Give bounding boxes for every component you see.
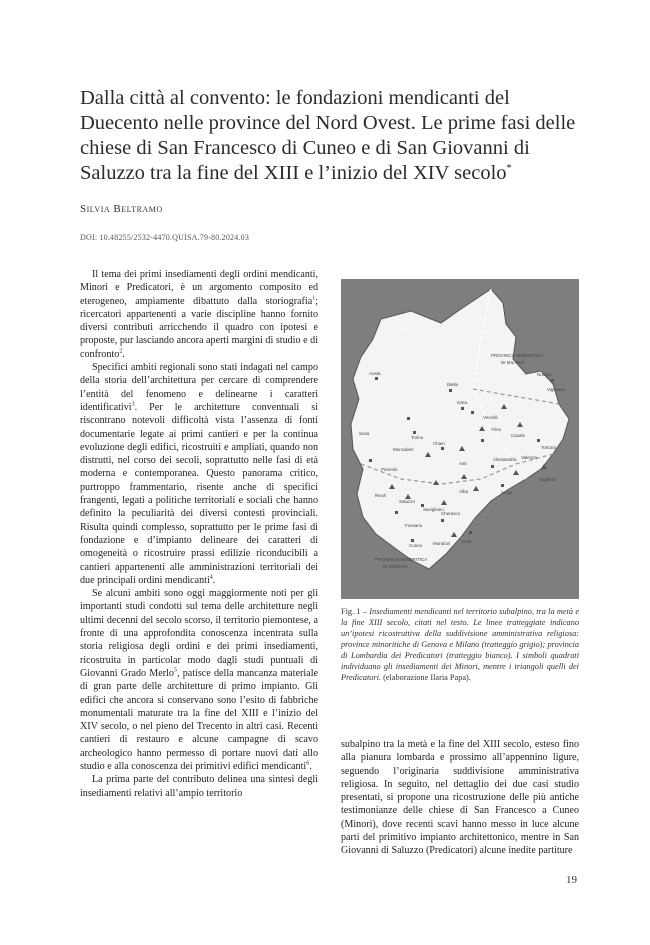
town-label: Valenza <box>521 455 537 460</box>
article-title: Dalla città al convento: le fondazioni mendicanti del Duecento nelle province del Nord Ovest. Le prime fasi delle chiese di San Francesco di Cuneo e di San Giovanni di Saluzzo tra la fine del XIII e l’inizio del XIV secolo* <box>80 87 576 184</box>
title-footnote-mark: * <box>506 163 512 175</box>
caption-text: Insediamenti mendicanti nel territorio subalpino, tra la metà e la fine XIII secolo, citati nel testo. Le linee tratteggiate indicano un’ipotesi ricostruttiva della suddivisione amministrativa religiosa: province minoritiche di Genova e Milano (tratteggio grigio); provincia di Lombardia dei Predicatori (tratteggio bianco). I simboli quadrati individuano gli insediamenti dei Minori, mentre i triangoli quelli dei Predicatori. <box>341 607 579 682</box>
minori-marker <box>469 531 472 534</box>
caption-lead: Fig. 1 – <box>341 607 370 616</box>
figure-map <box>341 279 579 599</box>
footnote-ref[interactable]: 5 <box>173 667 177 674</box>
minori-marker <box>375 377 378 380</box>
town-label: Biella <box>447 382 459 387</box>
figure-caption <box>341 606 579 683</box>
paragraph: Specifici ambiti regionali sono stati indagati nel campo della storia dell’architettura per cercare di comprendere l’entità del fenomeno e delinearne i caratteri identificativi$^3$. Per le architetture conventuali si riscontrano notevoli difficoltà vista l’assenza di fonti documentarie legate ai primi cantieri e per la continua evoluzione degli edifici, ricostruiti e ampliati, quando non distrutti, nel corso dei secoli, soprattutto nelle fasi di età moderna e contemporanea. Questo panorama critico, purtroppo frammentario, risente anche di specifici frangenti, legati a politiche territoriali e sociali che hanno definito la peculiarità dei diversi contesti provinciali. Risulta quindi complesso, soprattutto per le prime fasi di fondazione e d’impianto delineare dei caratteri di omogeneità o ricostruire prassi edilizie riconducibili a cantieri appartenenti alle amministrazioni territoriali dei due principali ordini mendicanti$^4$. <box>80 362 318 586</box>
minori-marker <box>461 407 464 410</box>
town-label: Novara <box>537 372 552 377</box>
town-label: Aosta <box>369 371 381 376</box>
town-label: Cuneo <box>409 543 423 548</box>
map-graphic <box>341 279 579 599</box>
town-label: Ivrea <box>457 400 468 405</box>
minori-marker <box>441 447 444 450</box>
minori-marker <box>471 411 474 414</box>
town-label: Mondovì <box>433 541 451 546</box>
town-label: Saluzzo <box>399 499 416 504</box>
town-label: Alba <box>459 489 469 494</box>
province-label: PROVINCIA MINORITICA <box>375 557 428 562</box>
page-number: 19 <box>566 874 577 886</box>
town-label: Casale <box>511 433 526 438</box>
paragraph: Il tema dei primi insediamenti degli ordini mendicanti, Minori e Predicatori, è un argomento composito ed eterogeneo, ampiamente dibattuto dalla storiografia$^1$; ricercatori appartenenti a varie discipline hanno fornito diversi contributi arricchendo il quadro con ipotesi e proposte, pur lasciando ancora aperti margini di studio e di confronto$^2$. <box>80 269 318 360</box>
minori-marker <box>407 417 410 420</box>
town-label: Rivoli <box>375 493 387 498</box>
minori-marker <box>369 459 372 462</box>
town-label: Cherasco <box>441 511 461 516</box>
minori-marker <box>411 539 414 542</box>
town-label: Acqui <box>501 490 513 495</box>
province-label: PROVINCIA MINORITICA <box>491 353 544 358</box>
paragraph: subalpino tra la metà e la fine del XIII secolo, esteso fino alla pianura lombarda e prossimo all’appennino ligure, seguendo l’originaria suddivisione amministrativa religiosa. In seguito, nel dettaglio dei due casi studio presentati, si propone una ricostruzione delle più antiche testimonianze delle chiese di San Francesco a Cuneo (Minori), dove recenti scavi hanno messo in luce alcune parti del primitivo impianto architettonico, mentre in San Giovanni di Saluzzo (Predicatori) alcune inedite partiture <box>341 739 579 857</box>
town-label: Savigliano <box>423 507 444 512</box>
caption-credit: (elaborazione Ilaria Papa). <box>381 673 471 682</box>
footnote-ref[interactable]: 2 <box>119 348 123 355</box>
town-label: Asti <box>459 461 467 466</box>
town-label: Pinerolo <box>381 467 398 472</box>
town-label: Torino <box>411 435 424 440</box>
left-text-column <box>80 268 318 800</box>
minori-marker <box>449 389 452 392</box>
town-label: Tortona <box>541 445 557 450</box>
footnote-ref[interactable]: 6 <box>306 760 310 767</box>
town-label: Moncalieri <box>393 447 414 452</box>
right-text-column <box>341 738 579 858</box>
province-label: DI MILANO <box>501 360 525 365</box>
minori-marker <box>481 439 484 442</box>
author-name: Silvia Beltramo <box>80 203 163 215</box>
minori-marker <box>395 511 398 514</box>
minori-marker <box>551 379 554 382</box>
town-label: Ceva <box>461 539 472 544</box>
paragraph: La prima parte del contributo delinea una sintesi degli insediamenti relativi all’ampio territorio <box>80 774 318 799</box>
footnote-ref[interactable]: 4 <box>209 574 213 581</box>
town-label: Vercelli <box>483 415 498 420</box>
minori-marker <box>441 519 444 522</box>
minori-marker <box>491 465 494 468</box>
town-label: Fossano <box>405 523 423 528</box>
town-label: Alessandria <box>493 457 517 462</box>
footnote-ref[interactable]: 3 <box>131 401 135 408</box>
town-label: Vigevano <box>547 387 566 392</box>
province-label: DI GENOVA <box>383 564 408 569</box>
town-label: Chieri <box>433 441 445 446</box>
province-label: DEI PREDICATORI <box>383 332 427 338</box>
town-label: Voghera <box>539 477 556 482</box>
town-label: Susa <box>359 431 370 436</box>
region-outline <box>351 289 569 569</box>
paragraph: Se alcuni ambiti sono oggi maggiormente noti per gli importanti studi condotti sul tema delle architetture negli ultimi decenni del secolo scorso, il territorio piemontese, a fronte di una approfondita conoscenza incentrata sulla storia religiosa degli ordini e dei primi insediamenti, ricostruita in particolar modo dagli studi puntuali di Giovanni Grado Merlo$^5$, patisce della mancanza materiale di gran parte delle architetture di primo impianto. Gli edifici che ancora si conservano sono l’esito di fabbriche monumentali maturate tra la fine del XIII e l’inizio del XIV secolo, o nel pieno del Trecento in altri casi. Recenti cantieri di restauro e alcune campagne di scavo archeologico hanno permesso di portare nuovi dati allo studio e alla conoscenza dei primitivi edifici mendicanti$^6$. <box>80 588 318 772</box>
province-label: PROVINCIA DI LOMBARDIA <box>379 325 444 331</box>
doi-line: DOI: 10.48255/2532-4470.QUISA.79-80.2024.03 <box>80 233 250 242</box>
minori-marker <box>537 439 540 442</box>
minori-marker <box>413 431 416 434</box>
footnote-ref[interactable]: 1 <box>312 295 316 302</box>
minori-marker <box>501 484 504 487</box>
town-label: Trino <box>491 427 502 432</box>
